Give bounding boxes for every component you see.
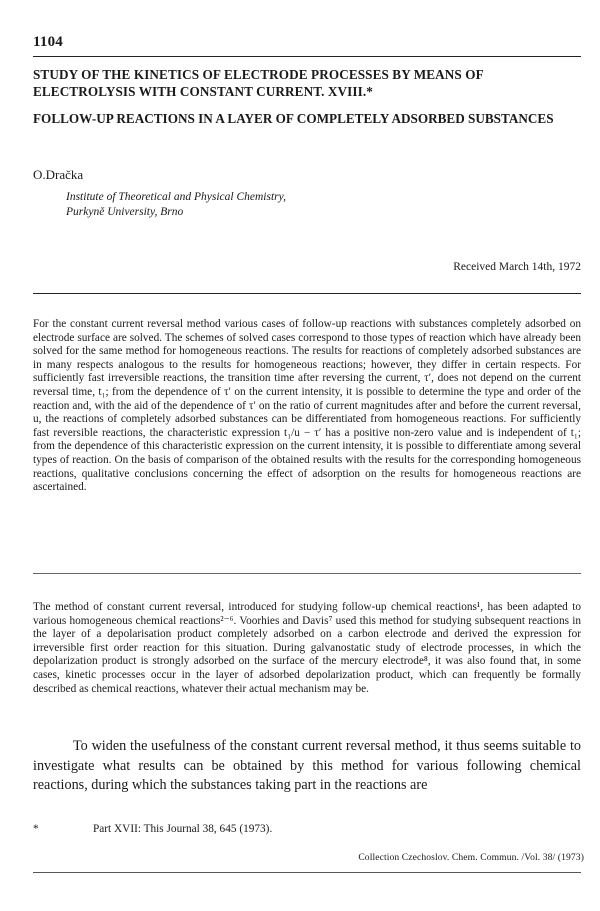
footnote-mark: * bbox=[33, 823, 39, 835]
page-number: 1104 bbox=[33, 34, 63, 50]
body-paragraph: The method of constant current reversal, introduced for studying follow-up chemical reactions¹, has been adapted to various homogeneous chemical reactions²⁻⁶. Voorhies and Davis⁷ used this method for studying subsequent reactions in the layer of a depolarisation product completely adsorbed on a carbon electrode and derived the expression for irreversible first order reaction for this situation. During galvanostatic study of electrode processes, in which the depolarization product is strongly adsorbed on the surface of the mercury electrode⁸, it was also found that, in some cases, kinetic processes occur in the layer of adsorbed depolarization product, which can frequently be formally described as chemical reactions, whatever their actual mechanism may be. bbox=[33, 601, 581, 695]
footnote-text: Part XVII: This Journal 38, 645 (1973). bbox=[93, 823, 273, 835]
abstract-bottom-rule bbox=[33, 573, 581, 574]
affiliation-line: Institute of Theoretical and Physical Chemistry, bbox=[66, 191, 286, 203]
body-paragraph: To widen the usefulness of the constant current reversal method, it thus seems suitable to investigate what results can be obtained by this method for various following chemical reactions, during which the substances taking part in the reactions are bbox=[33, 738, 581, 793]
footer-rule bbox=[33, 872, 581, 873]
author-name: O.Dračka bbox=[33, 167, 84, 182]
abstract: For the constant current reversal method various cases of follow-up reactions with substances completely adsorbed on electrode surface are solved. The schemes of solved cases correspond to those types of reaction which have already been solved for the same method for homogeneous reactions. The results for reactions of completely adsorbed substances are in many respects analogous to the results for homogeneous reactions; however, they differ in certain respects. For sufficiently fast irreversible reactions, the transition time after reversing the current, τ′, does not depend on the current reversal time, t₁; from the dependence of τ′ on the current intensity, it is possible to determine the type and order of the reaction and, with the aid of the dependence of τ′ on the ratio of current magnitudes after and before the current reversal, u, the reactions of completely adsorbed substances can be differentiated from homogeneous reactions. For sufficiently fast reversible reactions, the characteristic expression t₁/u − τ′ has a positive non-zero value and is independent of t₁; from the dependence of this characteristic expression on the current intensity, it is possible to differentiate among several types of reaction. On the basis of comparison of the obtained results with the results for the corresponding homogeneous reactions, qualitative conclusions concerning the effect of adsorption on the results for homogeneous reactions are ascertained. bbox=[33, 318, 581, 494]
abstract-top-rule bbox=[33, 293, 581, 294]
affiliation-line: Purkyně University, Brno bbox=[66, 206, 184, 218]
header-rule bbox=[33, 56, 581, 57]
received-date: Received March 14th, 1972 bbox=[453, 261, 581, 273]
author-affiliation bbox=[66, 190, 286, 220]
article-subtitle: FOLLOW-UP REACTIONS IN A LAYER OF COMPLETELY ADSORBED SUBSTANCES bbox=[33, 111, 554, 126]
footnote bbox=[33, 823, 272, 835]
article-title: STUDY OF THE KINETICS OF ELECTRODE PROCESSES BY MEANS OF ELECTROLYSIS WITH CONSTANT CURRENT. XVIII.* bbox=[33, 67, 484, 99]
journal-reference: Collection Czechoslov. Chem. Commun. /Vol. 38/ (1973) bbox=[358, 852, 584, 863]
